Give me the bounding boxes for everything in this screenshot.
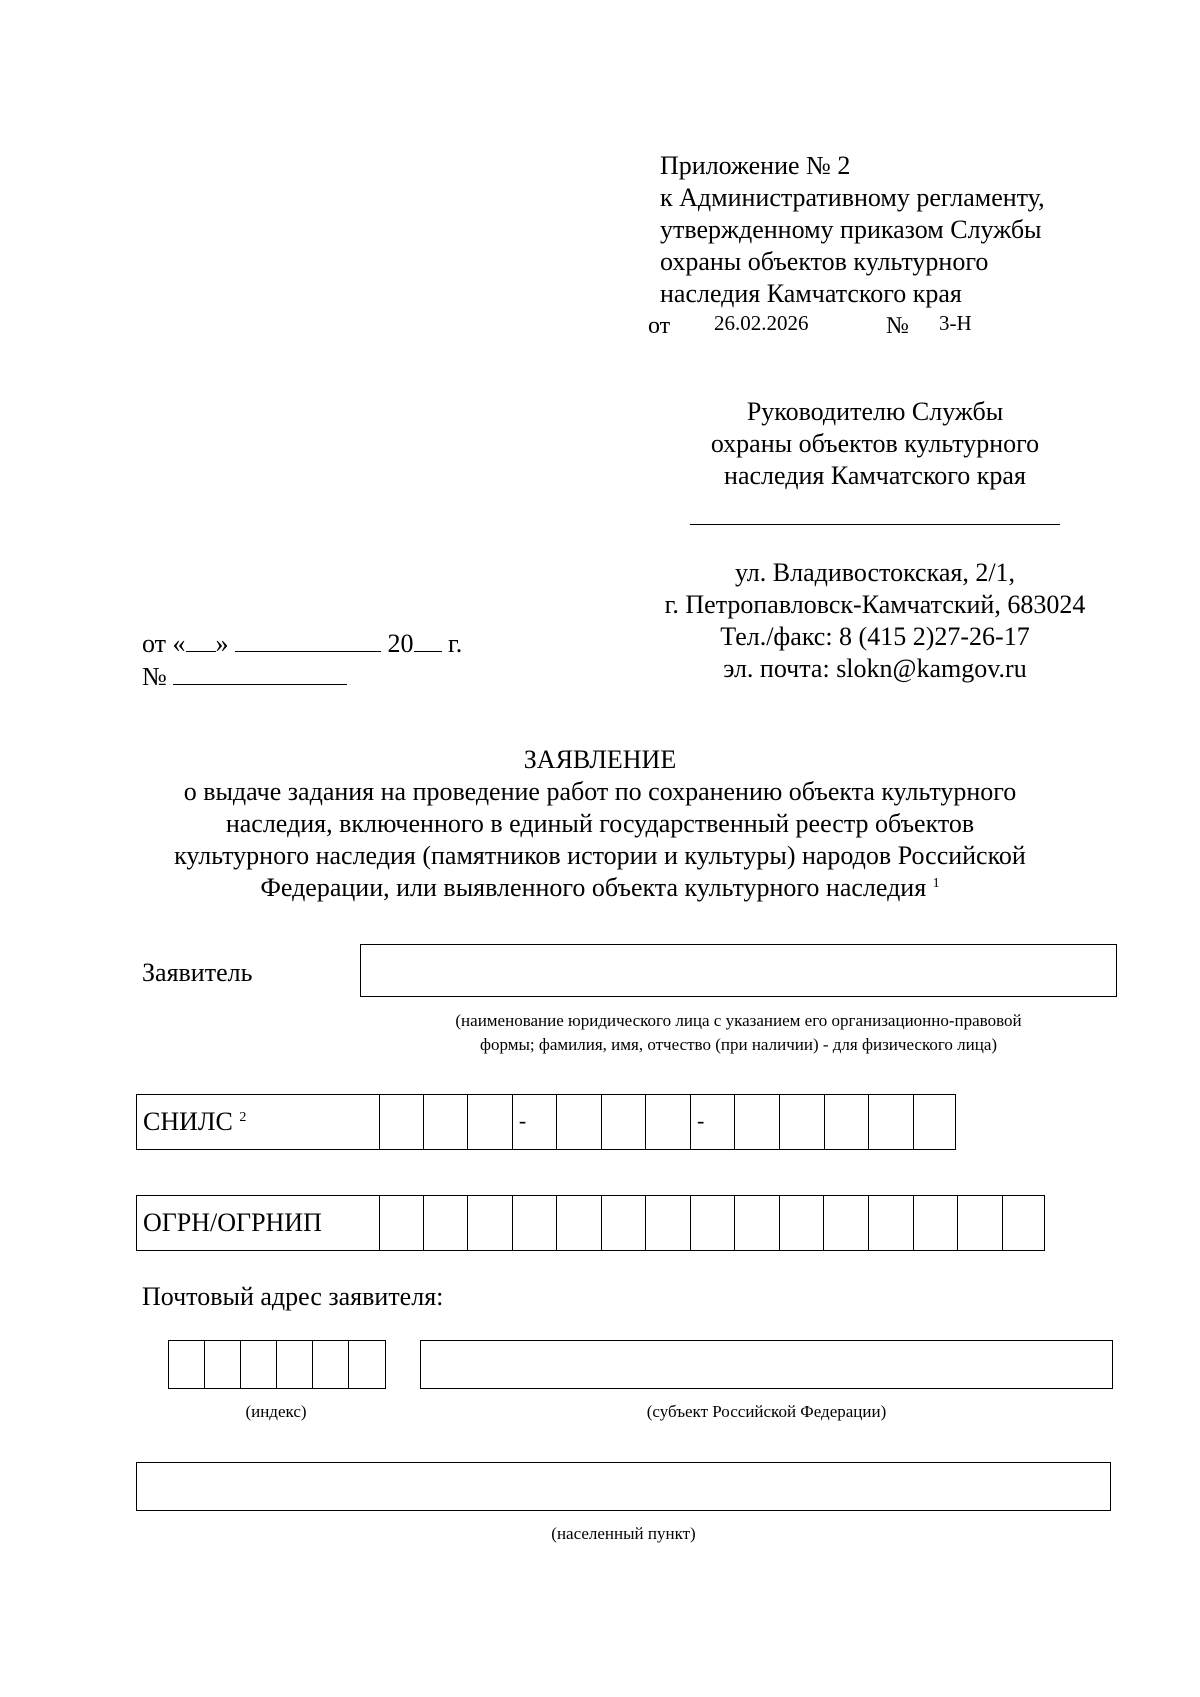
- reg-number-field[interactable]: [173, 660, 347, 685]
- ogrn-cell[interactable]: [780, 1196, 825, 1250]
- snils-dash: -: [696, 1108, 705, 1133]
- snils-cell[interactable]: [602, 1095, 647, 1149]
- snils-cell[interactable]: [780, 1095, 825, 1149]
- address-line: ул. Владивостокская, 2/1,: [734, 558, 1016, 587]
- index-cell[interactable]: [169, 1341, 205, 1388]
- subject-hint: (субъект Российской Федерации): [646, 1402, 887, 1421]
- ogrn-cell[interactable]: [513, 1196, 558, 1250]
- ogrn-field: [136, 1195, 1045, 1251]
- reg-number-sign: №: [142, 662, 174, 691]
- hint-line: (наименование юридического лица с указанием его организационно-правовой: [455, 1011, 1022, 1030]
- ogrn-cell[interactable]: [691, 1196, 736, 1250]
- snils-cell[interactable]: [424, 1095, 469, 1149]
- ogrn-cell[interactable]: [602, 1196, 647, 1250]
- registration-number: [142, 660, 347, 693]
- order-from-label: от: [648, 313, 671, 339]
- reg-year-prefix: 20: [381, 629, 414, 658]
- ogrn-cell[interactable]: [914, 1196, 959, 1250]
- snils-cell[interactable]: [691, 1095, 736, 1149]
- ogrn-cell[interactable]: [1003, 1196, 1045, 1250]
- snils-cell[interactable]: [914, 1095, 956, 1149]
- document-title: [100, 744, 1100, 904]
- reg-year-field[interactable]: [414, 627, 442, 652]
- title-heading: ЗАЯВЛЕНИЕ: [523, 745, 677, 774]
- applicant-hint: [360, 1009, 1117, 1057]
- index-cell[interactable]: [241, 1341, 277, 1388]
- snils-cell[interactable]: [513, 1095, 558, 1149]
- index-hint: (индекс): [245, 1402, 307, 1421]
- footnote-mark: 1: [932, 876, 940, 891]
- snils-cell[interactable]: [380, 1095, 424, 1149]
- title-line: культурного наследия (памятников истории и культуры) народов Российской: [174, 841, 1026, 870]
- appendix-line: охраны объектов культурного: [660, 247, 989, 276]
- order-date: 26.02.2026: [714, 311, 809, 335]
- snils-label: [137, 1095, 380, 1149]
- index-cell[interactable]: [277, 1341, 313, 1388]
- ogrn-cell[interactable]: [735, 1196, 780, 1250]
- reg-date-prefix: от «: [142, 629, 186, 658]
- address-line: эл. почта: slokn@kamgov.ru: [723, 654, 1027, 683]
- snils-dash: -: [518, 1108, 527, 1133]
- appendix-line: к Административному регламенту,: [660, 183, 1045, 212]
- title-line: наследия, включенного в единый государственный реестр объектов: [225, 809, 975, 838]
- applicant-input[interactable]: [360, 944, 1117, 997]
- ogrn-cell[interactable]: [468, 1196, 513, 1250]
- index-cell[interactable]: [205, 1341, 241, 1388]
- recipient-line: охраны объектов культурного: [710, 429, 1040, 458]
- recipient-block: [600, 396, 1150, 492]
- settlement-hint: (населенный пункт): [551, 1524, 696, 1543]
- recipient-line: наследия Камчатского края: [724, 461, 1026, 490]
- footnote-mark: 2: [239, 1110, 247, 1125]
- appendix-line: утвержденному приказом Службы: [660, 215, 1042, 244]
- registration-date: [142, 627, 462, 660]
- reg-year-suffix: г.: [441, 629, 463, 658]
- postal-address-label: Почтовый адрес заявителя:: [142, 1282, 444, 1311]
- order-number-sign: №: [886, 313, 909, 339]
- settlement-input[interactable]: [136, 1462, 1111, 1511]
- ogrn-cell[interactable]: [646, 1196, 691, 1250]
- title-description: [100, 776, 1100, 904]
- ogrn-cell[interactable]: [824, 1196, 869, 1250]
- ogrn-cell[interactable]: [380, 1196, 424, 1250]
- address-line: Тел./факс: 8 (415 2)27-26-17: [720, 622, 1030, 651]
- postal-index-field: [168, 1340, 386, 1389]
- appendix-line: Приложение № 2: [660, 151, 851, 180]
- address-line: г. Петропавловск-Камчатский, 683024: [664, 590, 1086, 619]
- applicant-label: Заявитель: [142, 958, 253, 987]
- snils-cell[interactable]: [468, 1095, 513, 1149]
- ogrn-cell[interactable]: [424, 1196, 469, 1250]
- snils-label-text: СНИЛС: [143, 1107, 233, 1136]
- snils-cell[interactable]: [646, 1095, 691, 1149]
- index-cell[interactable]: [313, 1341, 349, 1388]
- recipient-line: Руководителю Службы: [746, 397, 1004, 426]
- index-cell[interactable]: [349, 1341, 385, 1388]
- appendix-header: [660, 150, 1160, 310]
- snils-cell[interactable]: [825, 1095, 870, 1149]
- hint-line: формы; фамилия, имя, отчество (при наличии) - для физического лица): [479, 1035, 998, 1054]
- snils-field: [136, 1094, 956, 1150]
- ogrn-label: ОГРН/ОГРНИП: [137, 1196, 380, 1250]
- address-block: [600, 557, 1150, 685]
- recipient-name-field[interactable]: [690, 524, 1060, 525]
- reg-date-mid: »: [215, 629, 236, 658]
- reg-month-field[interactable]: [235, 627, 381, 652]
- appendix-line: наследия Камчатского края: [660, 279, 962, 308]
- snils-cell[interactable]: [869, 1095, 914, 1149]
- snils-cell[interactable]: [557, 1095, 602, 1149]
- snils-cell[interactable]: [735, 1095, 780, 1149]
- reg-day-field[interactable]: [186, 627, 216, 652]
- subject-input[interactable]: [420, 1340, 1113, 1389]
- ogrn-cell[interactable]: [869, 1196, 914, 1250]
- title-line: о выдаче задания на проведение работ по сохранению объекта культурного: [183, 777, 1017, 806]
- ogrn-cell[interactable]: [958, 1196, 1003, 1250]
- order-number: 3-Н: [939, 311, 972, 335]
- ogrn-cell[interactable]: [557, 1196, 602, 1250]
- title-line: Федерации, или выявленного объекта культурного наследия: [260, 873, 927, 902]
